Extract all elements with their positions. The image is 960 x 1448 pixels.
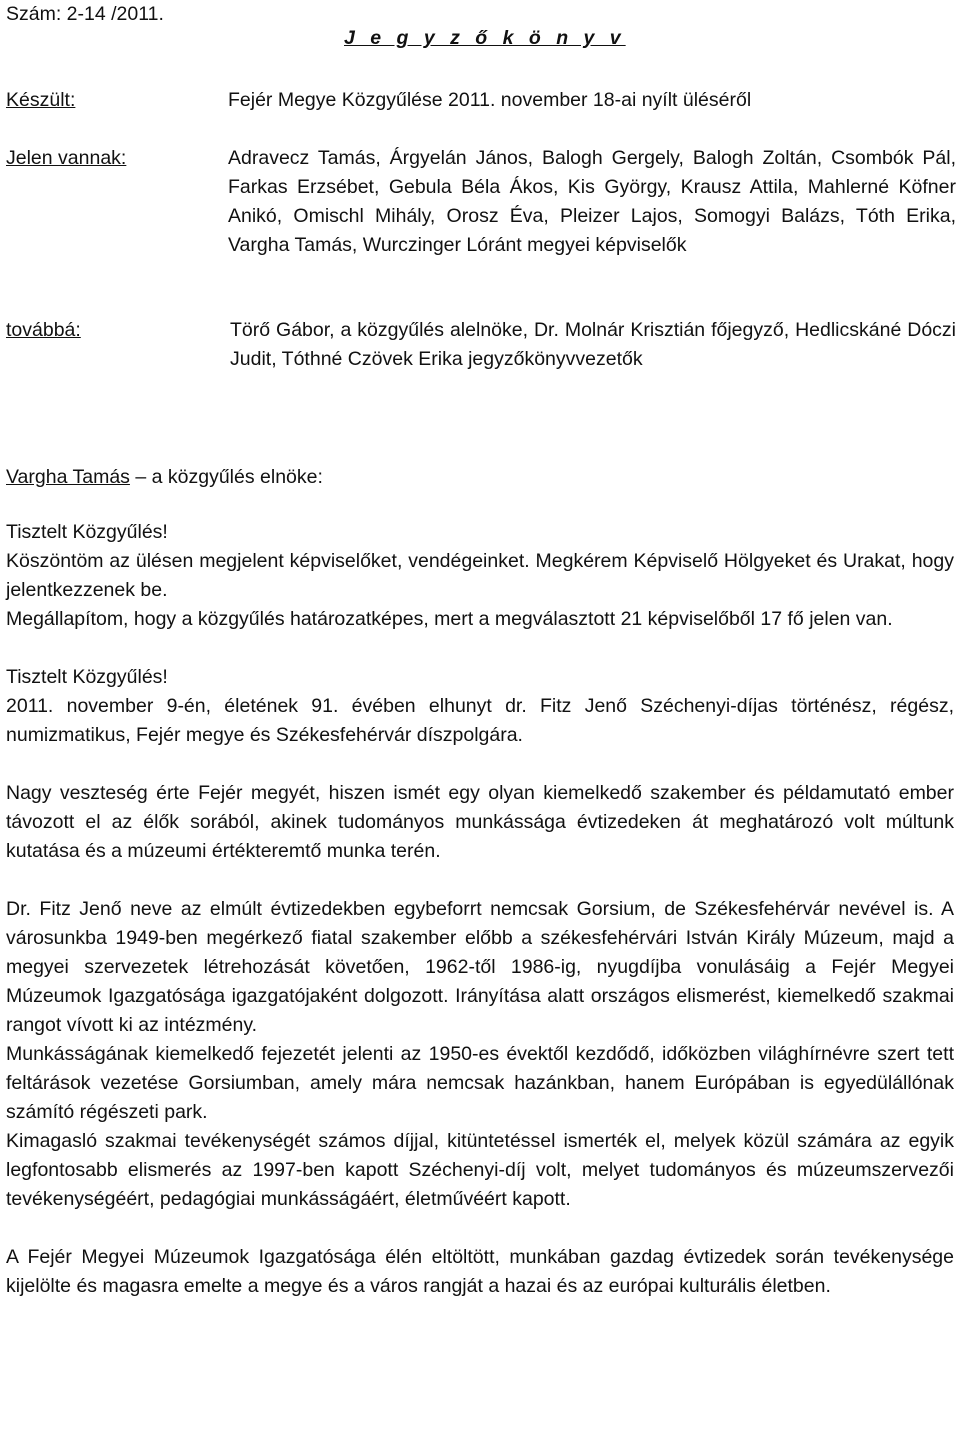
keszult-label: Készült: — [6, 89, 76, 111]
paragraph-welcome: Köszöntöm az ülésen megjelent képviselőket, vendégeinket. Megkérem Képviselő Hölgyeket és Urakat, hogy jelentkezzenek be. — [6, 550, 954, 601]
paragraph-career: Dr. Fitz Jenő neve az elmúlt évtizedekben egybeforrt nemcsak Gorsium, de Székesfehérvár nevével is. A városunkba 1949-ben megérkező fiatal szakember előbb a székesfehérvári István Király Múzeum, majd a megyei szervezetek létrehozását követően, 1962-től 1986-ig, nyugdíjba vonulásáig a Fejér Megyei Múzeumok Igazgatósága igazgatójaként dolgozott. Irányítása alatt országos elismerést, kiemelkedő szakmai rangot vívott ki az intézmény. — [6, 898, 954, 1036]
paragraph-gorsium: Munkásságának kiemelkedő fejezetét jelenti az 1950-es évektől kezdődő, időközben világhírnévre szert tett feltárások vezetése Gorsiumban, amely mára nemcsak hazánkban, hanem Európában is egyedülállónak számító régészeti park. — [6, 1043, 954, 1123]
paragraph-awards: Kimagasló szakmai tevékenységét számos díjjal, kitüntetéssel ismerték el, melyek közül számára az egyik legfontosabb elismerés az 1997-ben kapott Széchenyi-díj volt, melyet tudományos és múzeumszervezői tevékenységéért, pedagógiai munkásságáért, életművéért kapott. — [6, 1130, 954, 1210]
greeting-2: Tisztelt Közgyűlés! — [6, 666, 168, 688]
greeting-1: Tisztelt Közgyűlés! — [6, 521, 168, 543]
jelen-label: Jelen vannak: — [6, 147, 127, 169]
speaker-line — [6, 463, 323, 492]
paragraph-legacy: A Fejér Megyei Múzeumok Igazgatósága élén eltöltött, munkában gazdag évtizedek során tevékenysége kijelölte és magasra emelte a megye és a város rangját a hazai és az európai kulturális életben. — [6, 1246, 954, 1297]
document-number: Szám: 2-14 /2011. — [6, 3, 164, 25]
speaker-name: Vargha Tamás — [6, 466, 130, 488]
jelen-value: Adravecz Tamás, Árgyelán János, Balogh Gergely, Balogh Zoltán, Csombók Pál, Farkas Erzsébet, Gebula Béla Ákos, Kis György, Krausz Attila, Mahlerné Köfner Anikó, Omischl Mihály, Orosz Éva, Pleizer Lajos, Somogyi Balázs, Tóth Erika, Vargha Tamás, Wurczinger Lóránt megyei képviselők — [228, 147, 956, 256]
paragraph-death-notice: 2011. november 9-én, életének 91. évében elhunyt dr. Fitz Jenő Széchenyi-díjas történész, régész, numizmatikus, Fejér megye és Székesfehérvár díszpolgára. — [6, 695, 954, 746]
paragraph-loss: Nagy veszteség érte Fejér megyét, hiszen ismét egy olyan kiemelkedő szakember és példamutató ember távozott el az élők sorából, akinek tudományos munkássága évtizedeken át meghatározó volt múltunk kutatása és a múzeumi értékteremtő munka terén. — [6, 782, 954, 862]
document-title: J e g y z ő k ö n y v — [344, 27, 626, 49]
speech-body — [6, 518, 954, 1301]
keszult-value: Fejér Megye Közgyűlése 2011. november 18-ai nyílt üléséről — [228, 89, 752, 111]
tovabba-label: továbbá: — [6, 319, 81, 341]
tovabba-value: Törő Gábor, a közgyűlés alelnöke, Dr. Molnár Krisztián főjegyző, Hedlicskáné Dóczi Judit, Tóthné Czövek Erika jegyzőkönyvvezetők — [230, 319, 956, 370]
paragraph-quorum: Megállapítom, hogy a közgyűlés határozatképes, mert a megválasztott 21 képviselőből 17 fő jelen van. — [6, 608, 893, 630]
speaker-role: – a közgyűlés elnöke: — [129, 466, 323, 488]
